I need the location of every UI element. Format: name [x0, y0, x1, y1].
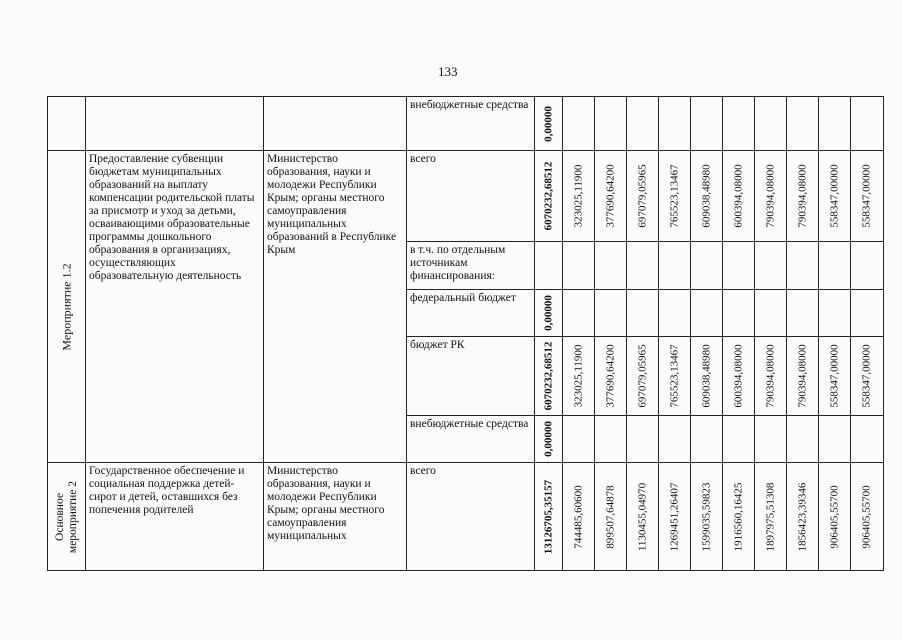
executor-cell	[264, 97, 407, 151]
year-cell	[659, 463, 691, 571]
year-cell	[691, 463, 723, 571]
year-cell	[723, 337, 755, 416]
table-row	[48, 151, 884, 242]
year-value: 744485,60600	[572, 484, 584, 549]
funding-source: в т.ч. по отдельным источникам финансирования:	[410, 244, 506, 282]
year-cell	[755, 97, 787, 151]
year-value: 1916560,16425	[732, 482, 744, 551]
year-cell	[563, 416, 595, 463]
year-value: 899507,64878	[604, 484, 616, 549]
year-cell	[691, 337, 723, 416]
year-cell	[819, 97, 851, 151]
year-value: 609038,48980	[700, 344, 712, 408]
year-cell	[627, 290, 659, 337]
year-cell	[627, 337, 659, 416]
year-cell	[563, 290, 595, 337]
total-cell	[535, 337, 563, 416]
year-value: 1130455,04970	[636, 482, 648, 551]
executor-cell	[264, 151, 407, 463]
executor-cell	[264, 463, 407, 571]
year-cell	[787, 337, 819, 416]
year-cell	[627, 151, 659, 242]
year-cell	[691, 242, 723, 290]
year-cell	[627, 242, 659, 290]
year-cell	[851, 416, 884, 463]
description-cell	[86, 151, 264, 463]
year-cell	[595, 97, 627, 151]
total-cell	[535, 242, 563, 290]
year-cell	[755, 463, 787, 571]
total-cell	[535, 463, 563, 571]
year-cell	[595, 151, 627, 242]
year-value: 1599035,59823	[700, 482, 712, 551]
year-value: 906405,55700	[828, 484, 840, 549]
year-cell	[819, 416, 851, 463]
total-value: 0,00000	[542, 105, 554, 142]
year-cell	[723, 97, 755, 151]
year-value: 377690,64200	[604, 344, 616, 408]
year-cell	[787, 290, 819, 337]
event-description: Предоставление субвенции бюджетам муниципальных образований на выплату компенсации родительской платы за присмотр и уход за детьми, осваивающими образовательные программы дошкольного образования в организациях, осуществляющих образовательную деятельность	[89, 153, 255, 282]
year-cell	[723, 290, 755, 337]
year-cell	[755, 416, 787, 463]
year-value: 790394,08000	[796, 164, 808, 228]
source-cell	[407, 97, 535, 151]
year-cell	[627, 416, 659, 463]
year-cell	[787, 416, 819, 463]
funding-source: внебюджетные средства	[410, 418, 529, 430]
year-cell	[595, 290, 627, 337]
year-cell	[595, 242, 627, 290]
source-cell	[407, 337, 535, 416]
source-cell	[407, 242, 535, 290]
year-cell	[819, 463, 851, 571]
total-value: 13126705,35157	[542, 479, 554, 554]
budget-table	[47, 96, 884, 571]
year-cell	[787, 151, 819, 242]
event-label-cell	[48, 151, 86, 463]
event-label: Основное мероприятие 2	[53, 480, 79, 553]
event-executor: Министерство образования, науки и молодежи Республики Крым; органы местного самоуправления муниципальных образований в Республике Крым	[267, 153, 397, 256]
year-cell	[851, 337, 884, 416]
year-value: 600394,08000	[732, 164, 744, 228]
year-cell	[627, 97, 659, 151]
page-number: 133	[438, 64, 458, 79]
year-cell	[691, 97, 723, 151]
event-executor: Министерство образования, науки и молодежи Республики Крым; органы местного самоуправления муниципальных	[267, 465, 385, 542]
year-value: 790394,08000	[796, 344, 808, 408]
total-value: 6070232,68512	[542, 161, 554, 231]
year-cell	[819, 337, 851, 416]
event-description: Государственное обеспечение и социальная поддержка детей-сирот и детей, оставшихся без попечения родителей	[89, 465, 245, 516]
total-cell	[535, 290, 563, 337]
year-value: 790394,08000	[764, 344, 776, 408]
year-cell	[851, 463, 884, 571]
year-value: 1897975,51308	[764, 482, 776, 551]
year-cell	[563, 463, 595, 571]
funding-source: всего	[410, 465, 436, 477]
year-value: 558347,00000	[828, 344, 840, 408]
year-cell	[659, 337, 691, 416]
total-value: 0,00000	[542, 295, 554, 331]
year-cell	[659, 151, 691, 242]
year-cell	[723, 463, 755, 571]
year-value: 790394,08000	[764, 164, 776, 228]
total-cell	[535, 151, 563, 242]
year-cell	[723, 242, 755, 290]
year-cell	[851, 290, 884, 337]
year-cell	[563, 242, 595, 290]
table-row	[48, 463, 884, 571]
year-cell	[723, 416, 755, 463]
year-cell	[595, 416, 627, 463]
year-value: 558347,00000	[828, 164, 840, 228]
funding-source: всего	[410, 153, 436, 165]
year-value: 323025,11900	[572, 164, 584, 228]
year-cell	[819, 290, 851, 337]
year-value: 558347,00000	[860, 164, 873, 228]
year-cell	[819, 242, 851, 290]
year-value: 609038,48980	[700, 164, 712, 228]
funding-source: внебюджетные средства	[410, 99, 529, 111]
year-cell	[691, 290, 723, 337]
year-value: 1269451,26407	[668, 482, 680, 551]
year-cell	[563, 97, 595, 151]
total-value: 6070232,68512	[542, 341, 554, 411]
year-cell	[563, 337, 595, 416]
year-cell	[691, 416, 723, 463]
year-value: 1856423,39346	[796, 482, 808, 551]
table-row	[48, 97, 884, 151]
year-cell	[819, 151, 851, 242]
description-cell	[86, 97, 264, 151]
source-cell	[407, 463, 535, 571]
year-value: 697079,05965	[636, 164, 648, 228]
year-cell	[787, 242, 819, 290]
source-cell	[407, 151, 535, 242]
year-cell	[851, 97, 884, 151]
total-value: 0,00000	[542, 421, 554, 457]
year-cell	[755, 242, 787, 290]
year-cell	[659, 242, 691, 290]
year-cell	[755, 151, 787, 242]
year-cell	[627, 463, 659, 571]
year-cell	[851, 151, 884, 242]
year-cell	[787, 97, 819, 151]
total-cell	[535, 416, 563, 463]
year-cell	[659, 97, 691, 151]
year-cell	[723, 151, 755, 242]
description-cell	[86, 463, 264, 571]
year-cell	[755, 290, 787, 337]
year-cell	[595, 337, 627, 416]
year-cell	[755, 337, 787, 416]
funding-source: федеральный бюджет	[410, 292, 516, 304]
year-value: 765523,13467	[668, 344, 680, 408]
year-cell	[563, 151, 595, 242]
source-cell	[407, 416, 535, 463]
year-value: 906405,55700	[860, 484, 873, 549]
year-cell	[659, 290, 691, 337]
year-cell	[691, 151, 723, 242]
funding-source: бюджет РК	[410, 339, 465, 351]
event-label-cell	[48, 463, 86, 571]
year-cell	[851, 242, 884, 290]
year-value: 377690,64200	[604, 164, 616, 228]
event-label: Мероприятие 1.2	[59, 262, 73, 351]
event-label-cell	[48, 97, 86, 151]
year-cell	[787, 463, 819, 571]
year-value: 765523,13467	[668, 164, 680, 228]
year-value: 558347,00000	[860, 344, 873, 408]
year-value: 600394,08000	[732, 344, 744, 408]
year-cell	[595, 463, 627, 571]
year-cell	[659, 416, 691, 463]
source-cell	[407, 290, 535, 337]
year-value: 697079,05965	[636, 344, 648, 408]
year-value: 323025,11900	[572, 344, 584, 408]
total-cell	[535, 97, 563, 151]
